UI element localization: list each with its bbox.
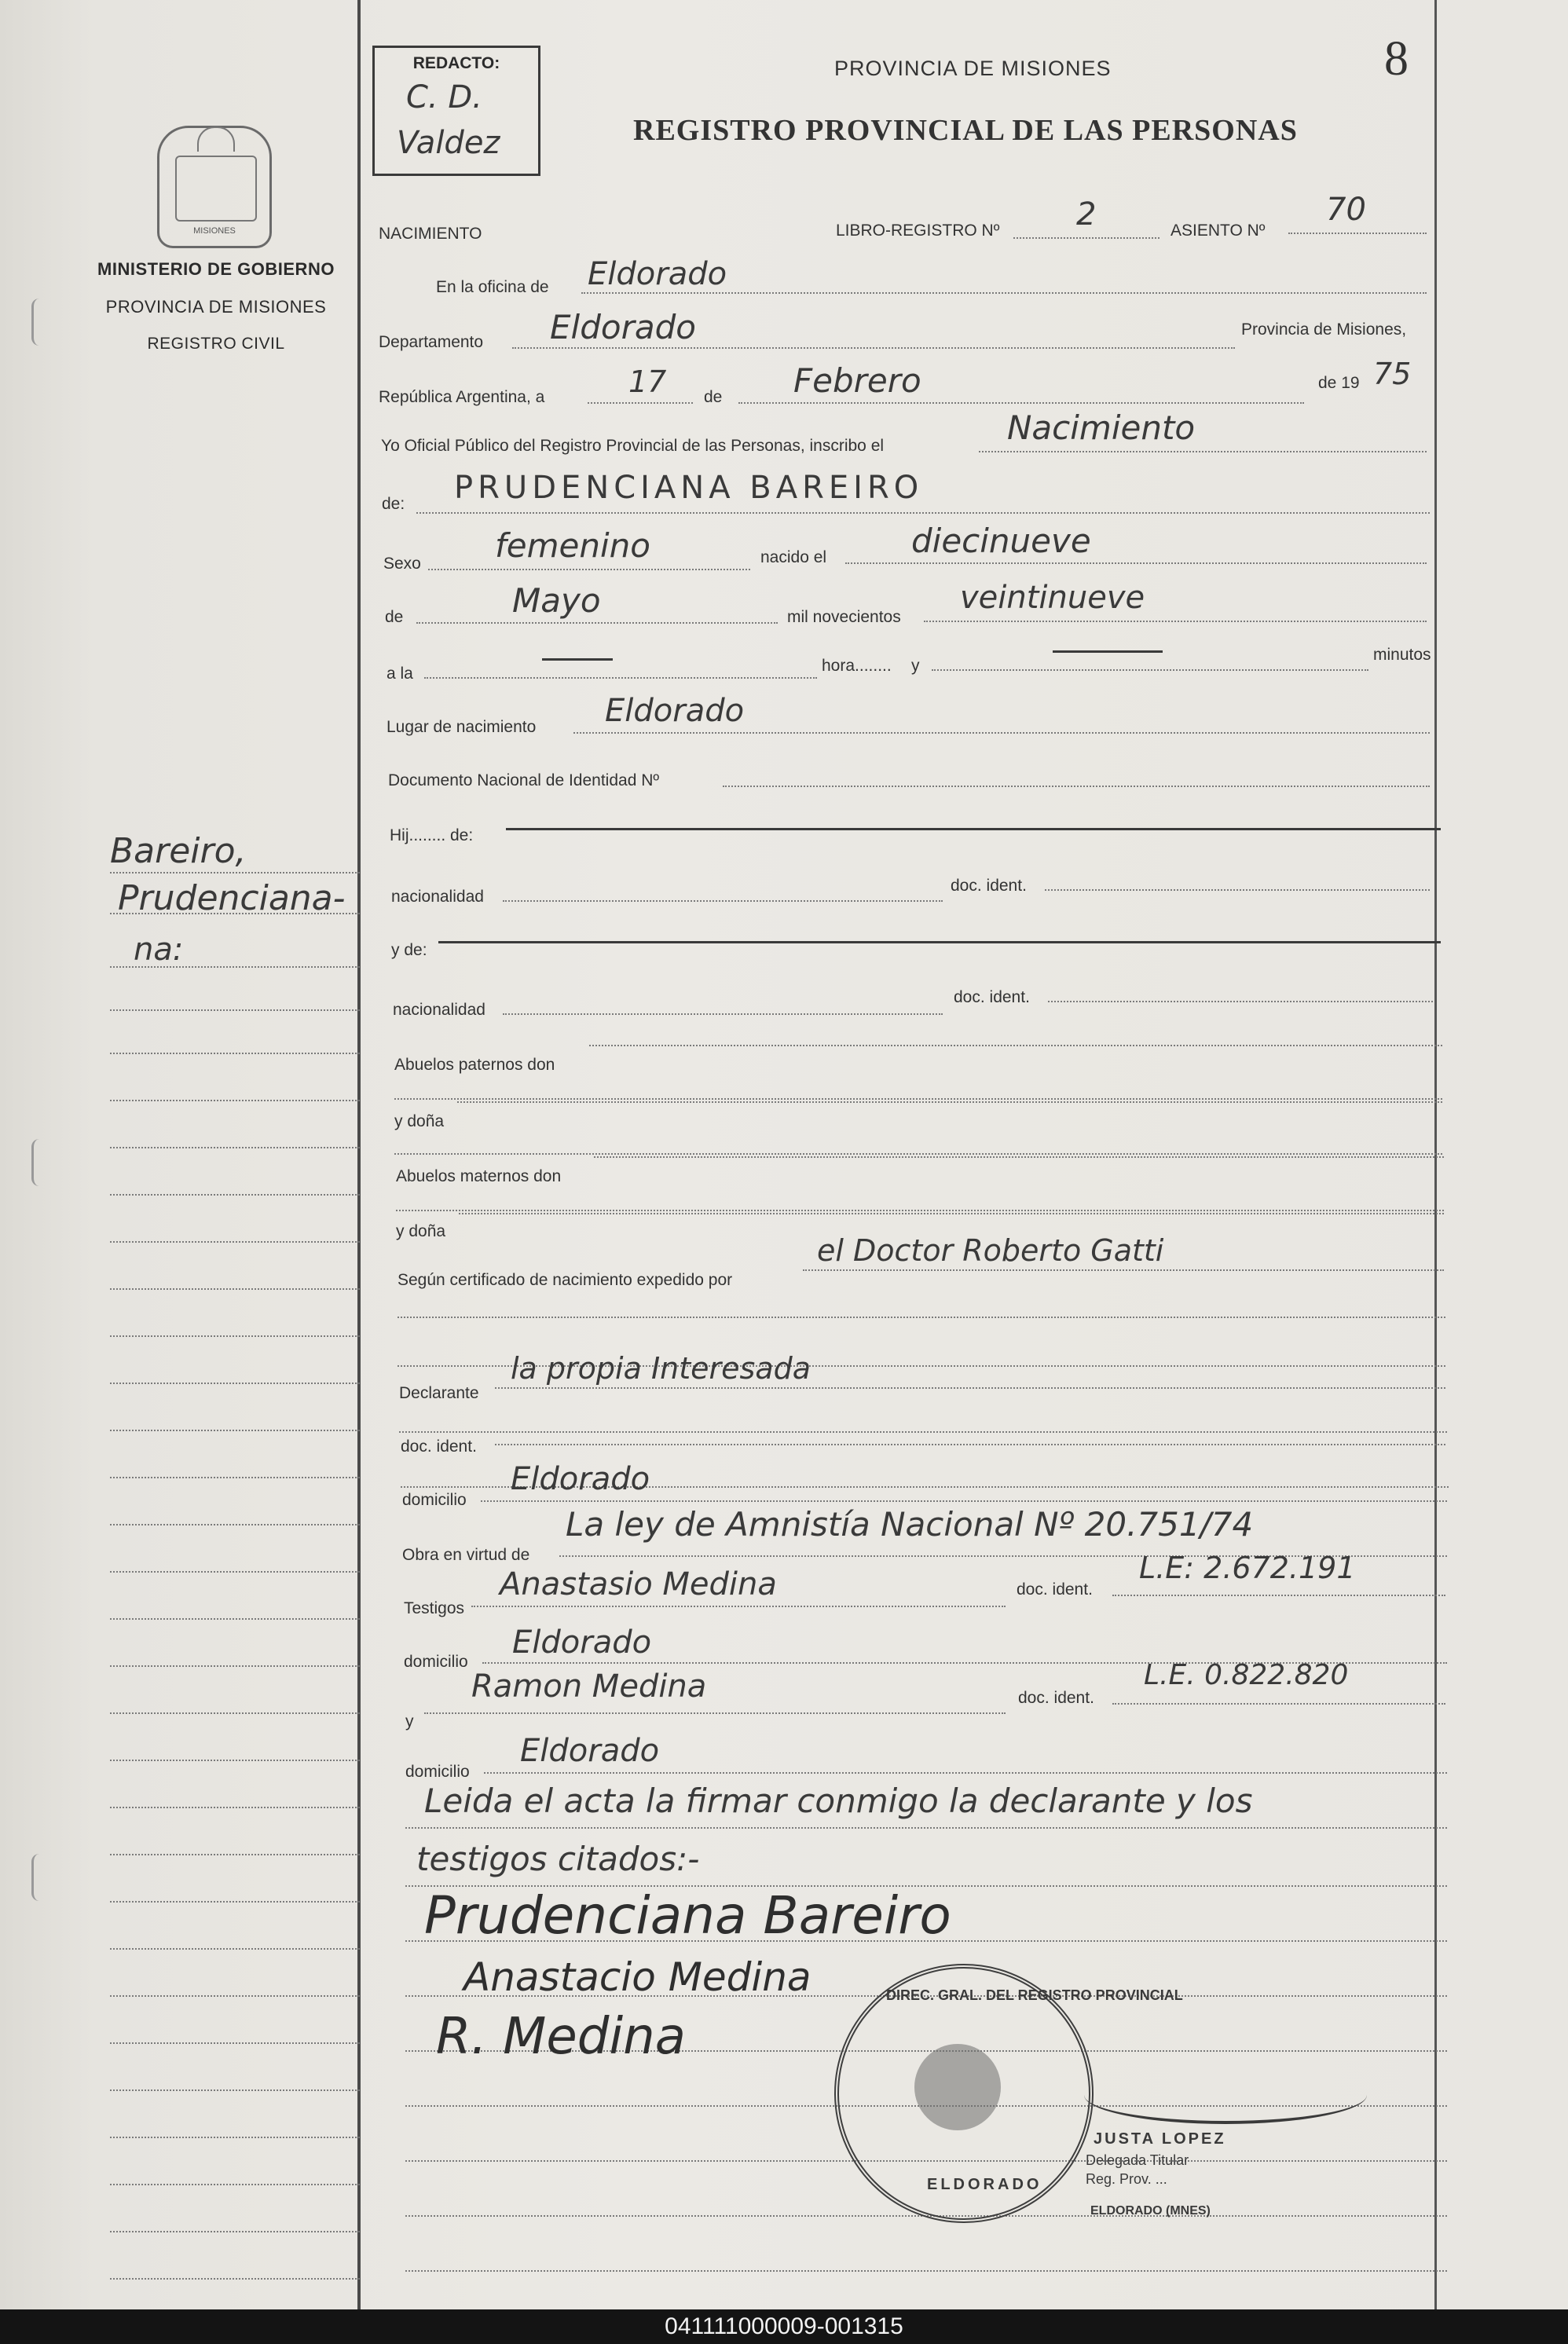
de-nombre-label: de: [382, 495, 405, 513]
nacionalidad-label-2: nacionalidad [393, 1001, 485, 1019]
coat-of-arms-seal [157, 126, 272, 248]
official-name: JUSTA LOPEZ [1094, 2130, 1226, 2148]
abuelos-paternos-label: Abuelos paternos don [394, 1056, 555, 1074]
nacido-value: diecinueve [911, 522, 1091, 560]
y-de-label: y de: [391, 941, 427, 959]
testigo1-doc: L.E: 2.672.191 [1139, 1551, 1356, 1585]
nombre-value: PRUDENCIANA BAREIRO [454, 470, 924, 506]
stamp-bottom-text: ELDORADO [927, 2176, 1042, 2193]
mil-label: mil novecientos [787, 608, 901, 626]
y-testigo-label: y [405, 1712, 414, 1731]
oficial-label: Yo Oficial Público del Registro Provincial de las Personas, inscribo el [381, 437, 885, 455]
testigo2-value: Ramon Medina [471, 1668, 707, 1705]
ministry-title: MINISTERIO DE GOBIERNO [97, 259, 335, 279]
sexo-label: Sexo [383, 555, 421, 573]
mes-value: Febrero [793, 361, 921, 400]
doc-ident-label-3: doc. ident. [401, 1438, 477, 1456]
testigo2-doc: L.E. 0.822.820 [1144, 1659, 1349, 1691]
mes-nac-value: Mayo [512, 581, 601, 620]
asiento-value: 70 [1326, 192, 1366, 228]
anio-prefix: de 19 [1318, 374, 1360, 392]
margin-note-line2: Prudenciana- [118, 878, 346, 918]
de-label: de [704, 388, 723, 406]
closing-line-1: Leida el acta la firmar conmigo la declarante y los [424, 1782, 1253, 1820]
de2-label: de [385, 608, 404, 626]
official-office: Reg. Prov. ... [1086, 2171, 1167, 2187]
minutos-label: minutos [1373, 646, 1431, 664]
testigos-label: Testigos [404, 1599, 465, 1617]
declarante-value: la propia Interesada [511, 1351, 811, 1386]
anio-value: 75 [1373, 357, 1412, 391]
certificado-label: Según certificado de nacimiento expedido por [397, 1271, 733, 1289]
left-province: PROVINCIA DE MISIONES [105, 297, 327, 317]
margin-note-line3: na: [134, 932, 184, 968]
redacto-name: Valdez [397, 125, 500, 161]
header-registry-title: REGISTRO PROVINCIAL DE LAS PERSONAS [633, 114, 1298, 147]
y-dona-label-1: y doña [394, 1112, 445, 1130]
libro-label: LIBRO-REGISTRO Nº [836, 222, 1000, 240]
testigo1-value: Anastasio Medina [500, 1566, 777, 1602]
testigo2-domicilio: Eldorado [520, 1733, 660, 1769]
margin-note-line1: Bareiro, [110, 831, 247, 871]
nacido-label: nacido el [760, 548, 827, 566]
doc-ident-label-4: doc. ident. [1017, 1580, 1093, 1599]
official-signature [1084, 2066, 1367, 2124]
redacto-label: REDACTO: [412, 54, 500, 72]
y-dona-label-2: y doña [396, 1222, 446, 1240]
lugar-value: Eldorado [605, 693, 745, 729]
domicilio-label-3: domicilio [405, 1763, 470, 1781]
abuelos-maternos-label: Abuelos maternos don [396, 1167, 562, 1185]
domicilio-label-2: domicilio [404, 1653, 468, 1671]
testigo1-domicilio: Eldorado [512, 1624, 652, 1661]
oficina-label: En la oficina de [436, 278, 549, 296]
header-province: PROVINCIA DE MISIONES [834, 57, 1112, 80]
a-la-label: a la [387, 665, 413, 683]
doc-ident-label-1: doc. ident. [951, 877, 1027, 895]
doc-ident-label-5: doc. ident. [1018, 1689, 1094, 1707]
closing-line-2: testigos citados:- [416, 1840, 700, 1878]
official-place: ELDORADO (MNES) [1090, 2204, 1211, 2218]
signature-3: R. Medina [436, 2008, 686, 2066]
oficial-value: Nacimiento [1007, 408, 1196, 447]
lugar-label: Lugar de nacimiento [387, 718, 537, 736]
signature-1: Prudenciana Bareiro [424, 1885, 951, 1946]
redacto-box [372, 46, 540, 176]
binding-ring [31, 1139, 57, 1186]
sexo-value: femenino [495, 526, 650, 565]
departamento-label: Departamento [379, 333, 484, 351]
nacionalidad-label-1: nacionalidad [391, 888, 484, 906]
page-number: 8 [1384, 32, 1409, 86]
certificado-value: el Doctor Roberto Gatti [817, 1233, 1164, 1268]
left-registry: REGISTRO CIVIL [147, 335, 285, 353]
libro-value: 2 [1076, 196, 1097, 233]
document-code-footer: 041111000009-001315 [0, 2309, 1568, 2344]
obra-value: La ley de Amnistía Nacional Nº 20.751/74 [566, 1505, 1254, 1544]
domicilio-value: Eldorado [511, 1461, 650, 1497]
hora-label: hora........ [822, 657, 892, 675]
declarante-label: Declarante [399, 1384, 479, 1402]
seal-text: MISIONES [193, 226, 236, 236]
obra-label: Obra en virtud de [402, 1546, 530, 1564]
stamp-ring-text: DIREC. GRAL. DEL REGISTRO PROVINCIAL [886, 1987, 1183, 2003]
departamento-value: Eldorado [550, 308, 696, 346]
republica-label: República Argentina, a [379, 388, 545, 406]
redacto-initials: C. D. [406, 79, 482, 115]
y-label: y [911, 657, 920, 675]
asiento-label: ASIENTO Nº [1171, 222, 1266, 240]
oficina-value: Eldorado [588, 256, 727, 292]
anio-nac-value: veintinueve [960, 580, 1145, 616]
hij-label: Hij........ de: [390, 826, 474, 844]
domicilio-label: domicilio [402, 1491, 467, 1509]
official-role: Delegada Titular [1086, 2152, 1189, 2168]
dia-value: 17 [628, 364, 667, 399]
binding-ring [31, 1854, 57, 1901]
page-edge [1434, 0, 1437, 2309]
record-type: NACIMIENTO [379, 225, 482, 243]
dni-label: Documento Nacional de Identidad Nº [388, 771, 660, 789]
doc-ident-label-2: doc. ident. [954, 988, 1030, 1006]
signature-2: Anastacio Medina [463, 1954, 811, 2000]
provincia-suffix: Provincia de Misiones, [1241, 320, 1407, 339]
